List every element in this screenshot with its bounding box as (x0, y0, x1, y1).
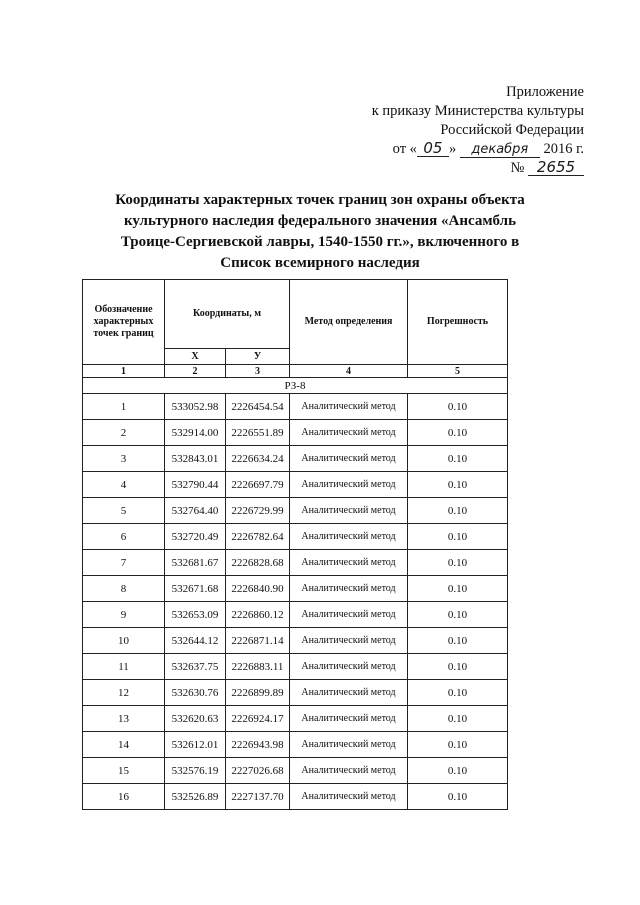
zone-label: РЗ-8 (83, 378, 508, 394)
point-cell: 12 (83, 680, 165, 706)
y-cell: 2226871.14 (226, 628, 290, 654)
y-cell: 2226924.17 (226, 706, 290, 732)
date-month-handwritten: декабря (460, 142, 540, 158)
accuracy-cell: 0.10 (408, 394, 508, 420)
method-cell: Аналитический метод (290, 654, 408, 680)
accuracy-cell: 0.10 (408, 576, 508, 602)
point-cell: 6 (83, 524, 165, 550)
table-row (83, 498, 508, 524)
x-cell: 532764.40 (165, 498, 226, 524)
y-cell: 2226943.98 (226, 732, 290, 758)
y-cell: 2227026.68 (226, 758, 290, 784)
table-row (83, 680, 508, 706)
order-country-line: Российской Федерации (440, 122, 584, 138)
table-row (83, 628, 508, 654)
x-cell: 532790.44 (165, 472, 226, 498)
method-cell: Аналитический метод (290, 550, 408, 576)
column-number: 2 (165, 365, 226, 378)
point-cell: 1 (83, 394, 165, 420)
x-cell: 532630.76 (165, 680, 226, 706)
point-cell: 2 (83, 420, 165, 446)
accuracy-cell: 0.10 (408, 628, 508, 654)
x-cell: 532843.01 (165, 446, 226, 472)
accuracy-cell: 0.10 (408, 732, 508, 758)
column-number-row (83, 365, 508, 378)
title-line: Координаты характерных точек границ зон охраны объекта (115, 192, 525, 208)
accuracy-cell: 0.10 (408, 706, 508, 732)
column-number: 4 (290, 365, 408, 378)
y-cell: 2226697.79 (226, 472, 290, 498)
method-cell: Аналитический метод (290, 680, 408, 706)
x-cell: 533052.98 (165, 394, 226, 420)
accuracy-cell: 0.10 (408, 602, 508, 628)
order-number-line (372, 159, 584, 178)
accuracy-cell: 0.10 (408, 758, 508, 784)
header-x: X (165, 349, 226, 365)
method-cell: Аналитический метод (290, 420, 408, 446)
y-cell: 2226828.68 (226, 550, 290, 576)
header-coordinates: Координаты, м (165, 280, 290, 349)
table-row (83, 394, 508, 420)
method-cell: Аналитический метод (290, 472, 408, 498)
accuracy-cell: 0.10 (408, 524, 508, 550)
order-number-handwritten: 2655 (528, 160, 584, 176)
x-cell: 532637.75 (165, 654, 226, 680)
appendix-header (372, 83, 584, 178)
method-cell: Аналитический метод (290, 446, 408, 472)
accuracy-cell: 0.10 (408, 654, 508, 680)
accuracy-cell: 0.10 (408, 680, 508, 706)
method-cell: Аналитический метод (290, 524, 408, 550)
order-ministry-line: к приказу Министерства культуры (371, 103, 584, 119)
y-cell: 2226782.64 (226, 524, 290, 550)
point-cell: 14 (83, 732, 165, 758)
point-cell: 9 (83, 602, 165, 628)
date-day-handwritten: 05 (417, 141, 449, 157)
date-prefix: от « (392, 141, 417, 157)
y-cell: 2226634.24 (226, 446, 290, 472)
number-prefix: № (510, 160, 525, 176)
header-points: Обозначение характерных точек границ (83, 280, 165, 365)
order-date-line (372, 140, 584, 159)
x-cell: 532681.67 (165, 550, 226, 576)
y-cell: 2227137.70 (226, 784, 290, 810)
point-cell: 13 (83, 706, 165, 732)
column-number: 1 (83, 365, 165, 378)
y-cell: 2226883.11 (226, 654, 290, 680)
date-year: 2016 г. (543, 141, 584, 157)
x-cell: 532612.01 (165, 732, 226, 758)
method-cell: Аналитический метод (290, 394, 408, 420)
table-row (83, 602, 508, 628)
header-accuracy: Погрешность (408, 280, 508, 365)
x-cell: 532620.63 (165, 706, 226, 732)
appendix-label: Приложение (506, 84, 584, 100)
coordinates-table (82, 279, 508, 810)
table-row (83, 446, 508, 472)
point-cell: 8 (83, 576, 165, 602)
title-line: Троице-Сергиевской лавры, 1540-1550 гг.», включенного в (120, 234, 520, 250)
header-y: У (226, 349, 290, 365)
column-number: 3 (226, 365, 290, 378)
date-mid: » (448, 141, 457, 157)
x-cell: 532576.19 (165, 758, 226, 784)
point-cell: 7 (83, 550, 165, 576)
accuracy-cell: 0.10 (408, 784, 508, 810)
table-row (83, 654, 508, 680)
title-line: культурного наследия федерального значения «Ансамбль (123, 213, 517, 229)
point-cell: 5 (83, 498, 165, 524)
accuracy-cell: 0.10 (408, 498, 508, 524)
accuracy-cell: 0.10 (408, 420, 508, 446)
x-cell: 532720.49 (165, 524, 226, 550)
point-cell: 3 (83, 446, 165, 472)
x-cell: 532644.12 (165, 628, 226, 654)
table-row (83, 732, 508, 758)
zone-row (83, 378, 508, 394)
table-row (83, 758, 508, 784)
method-cell: Аналитический метод (290, 498, 408, 524)
x-cell: 532526.89 (165, 784, 226, 810)
point-cell: 11 (83, 654, 165, 680)
method-cell: Аналитический метод (290, 784, 408, 810)
title-line: Список всемирного наследия (220, 255, 420, 271)
table-row (83, 550, 508, 576)
accuracy-cell: 0.10 (408, 472, 508, 498)
document-title (80, 190, 560, 274)
method-cell: Аналитический метод (290, 576, 408, 602)
y-cell: 2226860.12 (226, 602, 290, 628)
table-row (83, 472, 508, 498)
method-cell: Аналитический метод (290, 706, 408, 732)
x-cell: 532914.00 (165, 420, 226, 446)
table-row (83, 576, 508, 602)
column-number: 5 (408, 365, 508, 378)
table-row (83, 706, 508, 732)
y-cell: 2226454.54 (226, 394, 290, 420)
method-cell: Аналитический метод (290, 758, 408, 784)
y-cell: 2226551.89 (226, 420, 290, 446)
header-method: Метод определения (290, 280, 408, 365)
point-cell: 10 (83, 628, 165, 654)
accuracy-cell: 0.10 (408, 446, 508, 472)
x-cell: 532671.68 (165, 576, 226, 602)
accuracy-cell: 0.10 (408, 550, 508, 576)
point-cell: 15 (83, 758, 165, 784)
table-row (83, 420, 508, 446)
point-cell: 4 (83, 472, 165, 498)
table-row (83, 784, 508, 810)
x-cell: 532653.09 (165, 602, 226, 628)
method-cell: Аналитический метод (290, 602, 408, 628)
y-cell: 2226840.90 (226, 576, 290, 602)
y-cell: 2226899.89 (226, 680, 290, 706)
method-cell: Аналитический метод (290, 732, 408, 758)
method-cell: Аналитический метод (290, 628, 408, 654)
point-cell: 16 (83, 784, 165, 810)
table-row (83, 524, 508, 550)
y-cell: 2226729.99 (226, 498, 290, 524)
